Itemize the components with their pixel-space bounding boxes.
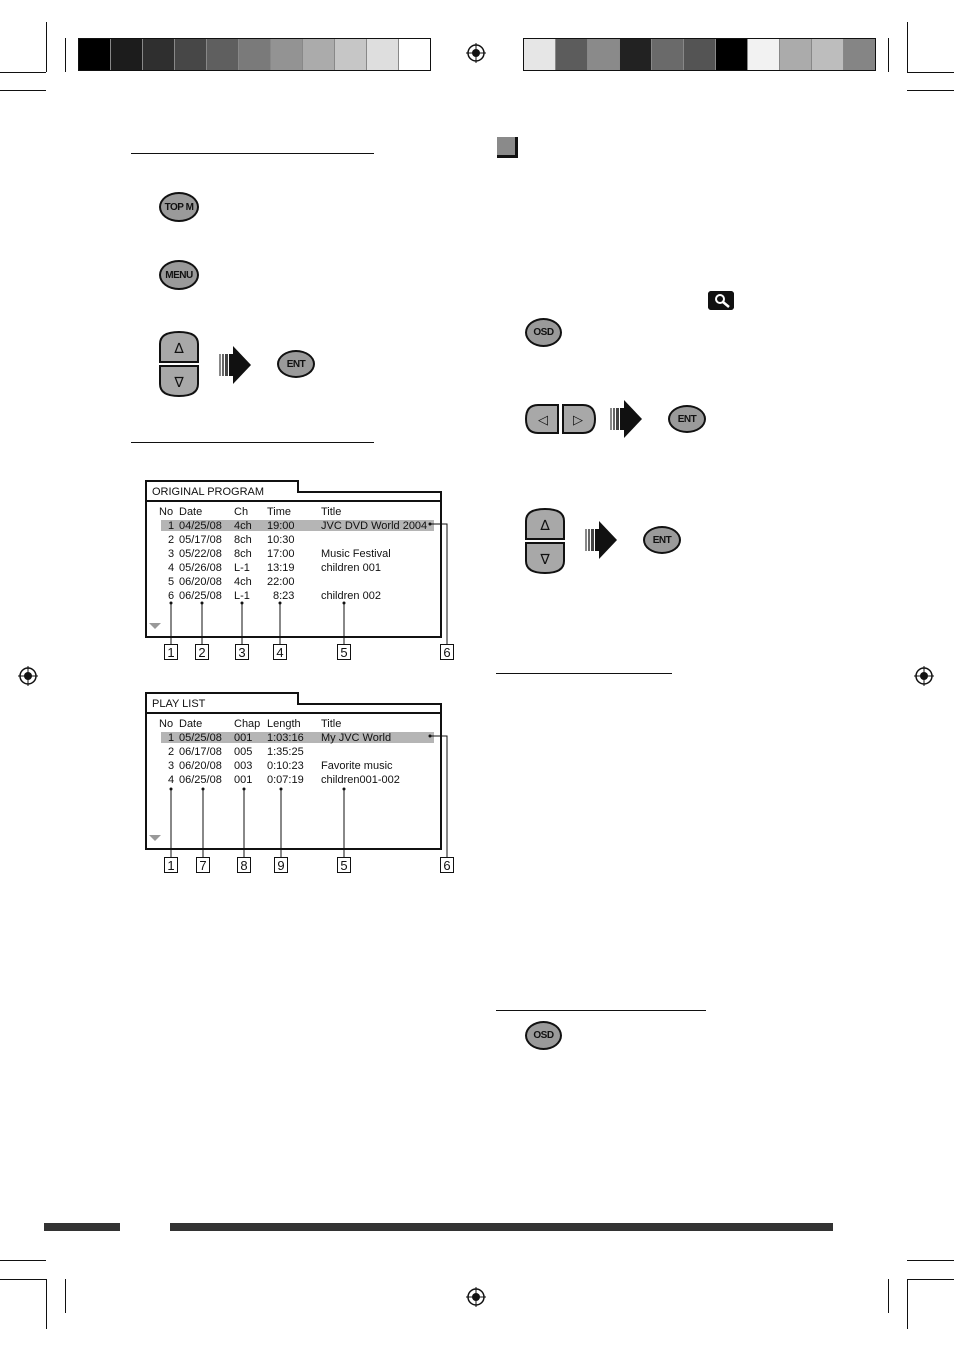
up-arrow-icon: ∆: [174, 341, 184, 357]
registration-mark-icon: [466, 43, 486, 63]
crop-mark: [0, 1279, 46, 1280]
row-length: 1:35:25: [267, 746, 304, 758]
callout-number: 7: [196, 857, 210, 873]
crop-mark: [0, 1260, 46, 1261]
osd-button[interactable]: OSD: [525, 318, 562, 347]
next-step-arrow-icon: [585, 521, 617, 559]
left-arrow-icon: ◁: [538, 413, 548, 428]
color-bar-right: [523, 38, 876, 71]
row-no: 1: [168, 520, 175, 532]
crop-mark: [907, 22, 908, 72]
menu-button[interactable]: MENU: [159, 260, 199, 290]
color-swatch: [652, 39, 684, 70]
section-rule: [496, 1010, 706, 1011]
down-button[interactable]: [158, 364, 200, 398]
crop-mark: [907, 1279, 954, 1280]
crop-mark: [907, 1279, 908, 1329]
row-chap: 005: [234, 746, 253, 758]
callout-leaders: [160, 515, 460, 655]
color-swatch: [207, 39, 239, 70]
color-swatch: [812, 39, 844, 70]
osd-button[interactable]: OSD: [525, 1021, 562, 1050]
row-ch: L-1: [234, 590, 250, 602]
crop-mark: [888, 1279, 889, 1313]
row-no: 2: [168, 746, 175, 758]
col-header-title: Title: [321, 506, 342, 518]
row-ch: L-1: [234, 562, 250, 574]
callout-number: 6: [440, 644, 454, 660]
col-header-length: Length: [267, 718, 301, 730]
registration-mark-icon: [466, 1287, 486, 1307]
up-button[interactable]: [158, 330, 200, 364]
row-no: 2: [168, 534, 175, 546]
callout-leaders: [160, 727, 460, 867]
crop-mark: [0, 90, 46, 91]
color-swatch: [367, 39, 399, 70]
color-swatch: [335, 39, 367, 70]
row-date: 05/22/08: [179, 548, 222, 560]
row-title: JVC DVD World 2004: [321, 520, 428, 532]
callout-number: 5: [337, 644, 351, 660]
registration-mark-icon: [18, 666, 38, 686]
row-date: 04/25/08: [179, 520, 222, 532]
color-swatch: [143, 39, 175, 70]
row-time: 19:00: [267, 520, 295, 532]
row-date: 06/17/08: [179, 746, 222, 758]
row-time: 10:30: [267, 534, 295, 546]
up-arrow-icon: ∆: [540, 518, 550, 534]
color-swatch: [556, 39, 588, 70]
crop-mark: [907, 90, 954, 91]
color-swatch: [716, 39, 748, 70]
crop-mark: [0, 72, 46, 73]
row-length: 1:03:16: [267, 732, 304, 744]
color-swatch: [175, 39, 207, 70]
down-arrow-icon: ∇: [540, 552, 550, 568]
play-list-title: PLAY LIST: [152, 698, 206, 710]
row-no: 3: [168, 548, 175, 560]
row-ch: 8ch: [234, 534, 252, 546]
color-bar-left: [78, 38, 431, 71]
col-header-title: Title: [321, 718, 342, 730]
callout-number: 6: [440, 857, 454, 873]
crop-mark: [65, 38, 66, 72]
color-swatch: [748, 39, 780, 70]
callout-number: 3: [235, 644, 249, 660]
color-swatch: [239, 39, 271, 70]
footer-bar-right: [170, 1223, 833, 1231]
right-arrow-icon: ▷: [573, 413, 583, 428]
registration-mark-icon: [914, 666, 934, 686]
color-swatch: [79, 39, 111, 70]
row-time: 8:23: [273, 590, 295, 602]
row-no: 3: [168, 760, 175, 772]
col-header-date: Date: [179, 718, 203, 730]
col-header-date: Date: [179, 506, 203, 518]
row-date: 06/25/08: [179, 590, 222, 602]
row-title: children 001: [321, 562, 381, 574]
row-date: 05/26/08: [179, 562, 222, 574]
crop-mark: [907, 72, 954, 73]
row-chap: 001: [234, 732, 253, 744]
col-header-time: Time: [267, 506, 292, 518]
color-swatch: [399, 39, 430, 70]
color-swatch: [524, 39, 556, 70]
section-rule: [131, 442, 374, 443]
color-swatch: [780, 39, 812, 70]
crop-mark: [46, 1279, 47, 1329]
row-ch: 4ch: [234, 520, 252, 532]
next-step-arrow-icon: [610, 400, 642, 438]
top-menu-button[interactable]: TOP M: [159, 192, 199, 222]
col-header-no: No: [159, 506, 174, 518]
footer-bar-left: [44, 1223, 120, 1231]
col-header-ch: Ch: [234, 506, 249, 518]
callout-number: 9: [274, 857, 288, 873]
row-no: 5: [168, 576, 175, 588]
row-date: 06/25/08: [179, 774, 222, 786]
color-swatch: [111, 39, 143, 70]
crop-mark: [888, 38, 889, 72]
up-button[interactable]: [524, 507, 566, 541]
row-title: Music Festival: [321, 548, 391, 560]
row-date: 06/20/08: [179, 576, 222, 588]
row-no: 4: [168, 774, 175, 786]
row-date: 05/25/08: [179, 732, 222, 744]
callout-number: 1: [164, 644, 178, 660]
original-program-title: ORIGINAL PROGRAM: [152, 486, 265, 498]
enter-button[interactable]: ENT: [643, 526, 681, 554]
right-button[interactable]: [561, 403, 597, 435]
enter-button[interactable]: ENT: [668, 405, 706, 433]
row-date: 05/17/08: [179, 534, 222, 546]
color-swatch: [588, 39, 620, 70]
callout-number: 4: [273, 644, 287, 660]
row-title: children001-002: [321, 774, 400, 786]
section-marker-icon: [497, 137, 518, 158]
row-time: 22:00: [267, 576, 295, 588]
callout-number: 1: [164, 857, 178, 873]
color-swatch: [844, 39, 875, 70]
left-button[interactable]: [524, 403, 560, 435]
down-arrow-icon: ∇: [174, 375, 184, 391]
col-header-chap: Chap: [234, 718, 261, 730]
row-time: 17:00: [267, 548, 295, 560]
crop-mark: [46, 22, 47, 72]
color-swatch: [303, 39, 335, 70]
color-swatch: [271, 39, 303, 70]
row-ch: 4ch: [234, 576, 252, 588]
search-icon: [708, 291, 734, 310]
row-title: My JVC World: [321, 732, 392, 744]
row-length: 0:10:23: [267, 760, 304, 772]
row-no: 4: [168, 562, 175, 574]
row-chap: 001: [234, 774, 253, 786]
crop-mark: [907, 1260, 954, 1261]
callout-number: 5: [337, 857, 351, 873]
row-length: 0:07:19: [267, 774, 304, 786]
col-header-no: No: [159, 718, 174, 730]
down-button[interactable]: [524, 541, 566, 575]
color-swatch: [684, 39, 716, 70]
row-ch: 8ch: [234, 548, 252, 560]
crop-mark: [65, 1279, 66, 1313]
row-chap: 003: [234, 760, 253, 772]
callout-number: 8: [237, 857, 251, 873]
color-swatch: [620, 39, 652, 70]
row-time: 13:19: [267, 562, 295, 574]
row-no: 1: [168, 732, 175, 744]
section-rule: [131, 153, 374, 154]
row-title: children 002: [321, 590, 381, 602]
next-step-arrow-icon: [219, 346, 251, 384]
enter-button[interactable]: ENT: [277, 350, 315, 378]
row-title: Favorite music: [321, 760, 393, 772]
section-rule: [496, 673, 672, 674]
callout-number: 2: [195, 644, 209, 660]
row-no: 6: [168, 590, 175, 602]
row-date: 06/20/08: [179, 760, 222, 772]
